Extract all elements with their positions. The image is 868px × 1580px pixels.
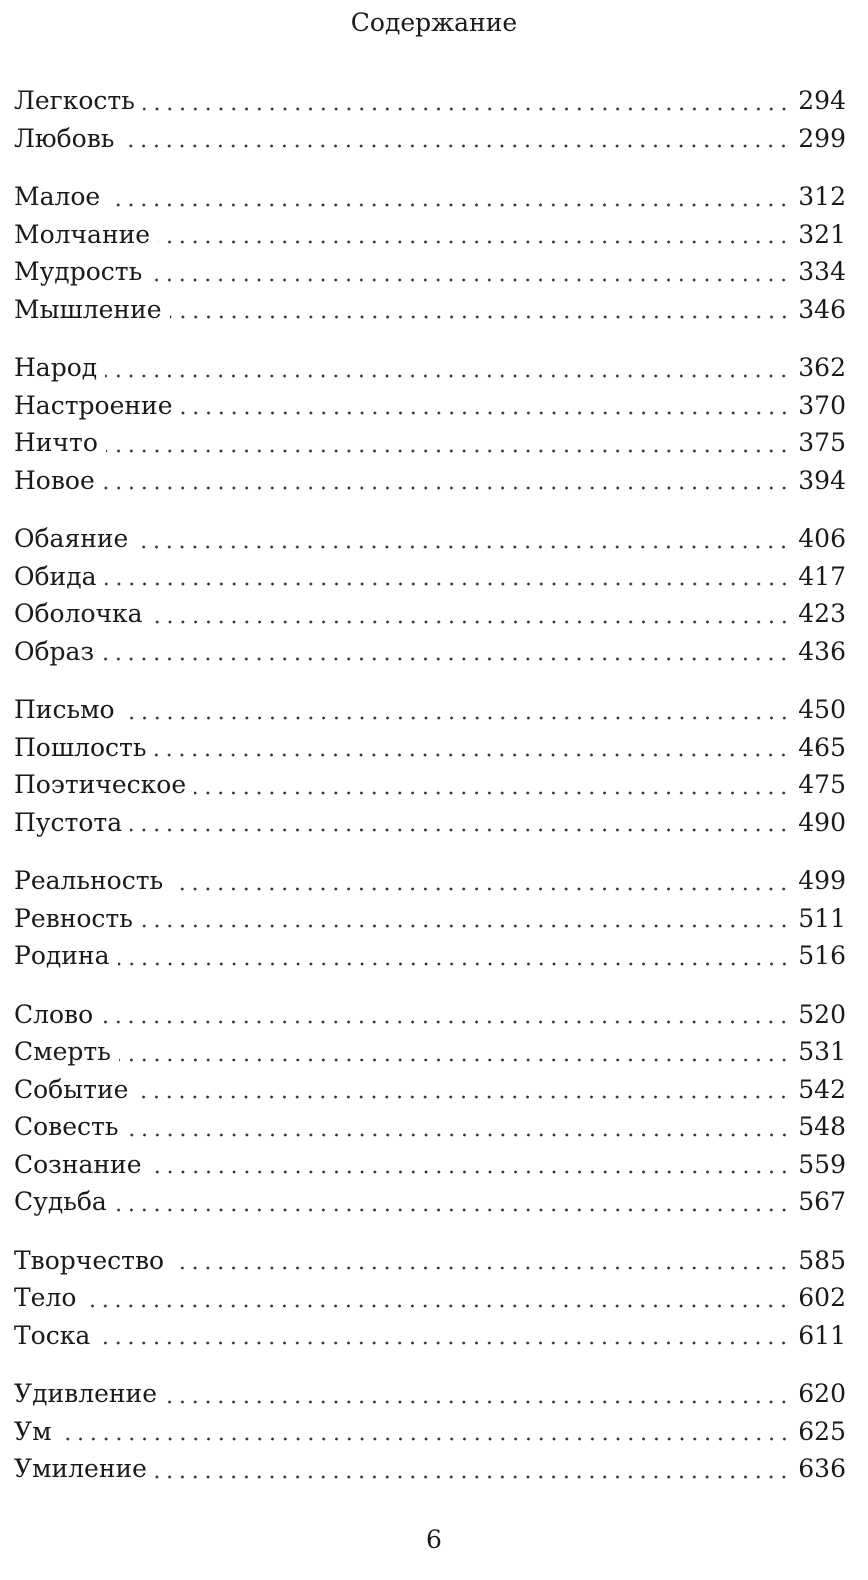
toc-entry-page-number: 362 <box>798 353 846 382</box>
toc-entry[interactable] <box>14 178 846 216</box>
toc-entry[interactable] <box>14 558 846 596</box>
toc-entry-page-number: 531 <box>798 1037 846 1066</box>
toc-entry-title: Ревность <box>14 903 133 933</box>
dot-leader <box>154 753 790 757</box>
toc-entry-page-number: 450 <box>798 695 846 724</box>
toc-entry-title: Народ <box>14 353 98 382</box>
toc-group <box>14 520 846 670</box>
toc-entry[interactable] <box>14 1108 846 1146</box>
dot-leader <box>194 791 790 795</box>
toc-entry[interactable] <box>14 216 846 254</box>
dot-leader <box>122 144 790 148</box>
dot-leader <box>60 1437 791 1441</box>
dot-leader <box>105 582 791 586</box>
toc-entry-page-number: 312 <box>798 182 846 211</box>
toc-entry-page-number: 620 <box>798 1379 846 1408</box>
toc-entry[interactable] <box>14 291 846 329</box>
toc-entry-page-number: 370 <box>798 390 846 420</box>
toc-entry-title: Обида <box>14 561 97 591</box>
toc-entry-page-number: 511 <box>798 903 846 933</box>
toc-entry-page-number: 611 <box>798 1320 846 1350</box>
toc-entry-page-number: 375 <box>798 428 846 457</box>
dot-leader <box>141 924 790 928</box>
toc-entry[interactable] <box>14 349 846 387</box>
toc-entry[interactable] <box>14 595 846 633</box>
toc-entry-title: Пошлость <box>14 732 147 762</box>
dot-leader <box>170 315 791 319</box>
dot-leader <box>172 1266 790 1270</box>
dot-leader <box>165 1400 790 1404</box>
dot-leader <box>84 1304 790 1308</box>
page-number: 6 <box>426 1525 442 1554</box>
toc-group <box>14 862 846 975</box>
toc-entry-page-number: 602 <box>798 1283 846 1312</box>
toc-entry[interactable] <box>14 996 846 1034</box>
toc-entry[interactable] <box>14 900 846 938</box>
toc-entry-page-number: 406 <box>798 524 846 553</box>
toc-entry[interactable] <box>14 253 846 291</box>
toc-entry[interactable] <box>14 1071 846 1109</box>
toc-entry[interactable] <box>14 766 846 804</box>
toc-entry[interactable] <box>14 82 846 120</box>
dot-leader <box>171 887 790 891</box>
toc-entry-title: Образ <box>14 636 95 666</box>
dot-leader <box>130 828 790 832</box>
toc-entry-page-number: 394 <box>798 465 846 495</box>
toc-entry[interactable] <box>14 729 846 767</box>
dot-leader <box>181 411 791 415</box>
dot-leader <box>105 374 790 378</box>
toc-group <box>14 1375 846 1488</box>
toc-entry-title: Событие <box>14 1074 129 1104</box>
toc-entry-title: Оболочка <box>14 599 143 628</box>
toc-group <box>14 178 846 328</box>
table-of-contents <box>14 82 846 1509</box>
toc-entry-page-number: 294 <box>798 86 846 115</box>
toc-entry[interactable] <box>14 1413 846 1451</box>
toc-entry-title: Удивление <box>14 1379 157 1408</box>
toc-entry-title: Письмо <box>14 695 115 724</box>
toc-entry-title: Смерть <box>14 1037 111 1066</box>
dot-leader <box>103 486 791 490</box>
dot-leader <box>101 1020 790 1024</box>
toc-entry[interactable] <box>14 691 846 729</box>
toc-entry-page-number: 417 <box>798 561 846 591</box>
dot-leader <box>143 107 790 111</box>
toc-entry-title: Мудрость <box>14 257 143 286</box>
toc-entry[interactable] <box>14 387 846 425</box>
toc-entry-title: Тело <box>14 1283 77 1312</box>
toc-entry-title: Судьба <box>14 1187 107 1216</box>
dot-leader <box>115 1208 790 1212</box>
toc-entry-title: Умиление <box>14 1454 147 1483</box>
dot-leader <box>158 240 790 244</box>
toc-entry-page-number: 465 <box>798 732 846 762</box>
toc-entry[interactable] <box>14 1033 846 1071</box>
toc-entry-page-number: 334 <box>798 257 846 286</box>
toc-entry[interactable] <box>14 804 846 842</box>
dot-leader <box>136 545 790 549</box>
toc-group <box>14 996 846 1221</box>
toc-entry-title: Настроение <box>14 390 173 420</box>
toc-entry-title: Родина <box>14 941 110 970</box>
toc-entry-page-number: 423 <box>798 599 846 628</box>
dot-leader <box>136 1095 790 1099</box>
toc-entry-page-number: 625 <box>798 1416 846 1446</box>
toc-entry-title: Реальность <box>14 866 164 895</box>
toc-entry[interactable] <box>14 937 846 975</box>
toc-entry[interactable] <box>14 520 846 558</box>
toc-entry-title: Слово <box>14 999 94 1029</box>
toc-group <box>14 349 846 499</box>
toc-entry-page-number: 516 <box>798 941 846 970</box>
toc-entry-title: Молчание <box>14 219 151 249</box>
dot-leader <box>123 716 791 720</box>
toc-entry-page-number: 321 <box>798 219 846 249</box>
toc-entry-title: Новое <box>14 465 95 495</box>
dot-leader <box>119 1058 790 1062</box>
dot-leader <box>118 962 791 966</box>
toc-group <box>14 82 846 157</box>
toc-entry-page-number: 585 <box>798 1245 846 1275</box>
toc-entry[interactable] <box>14 1375 846 1413</box>
toc-entry-title: Сознание <box>14 1149 142 1179</box>
toc-entry[interactable] <box>14 1183 846 1221</box>
toc-entry-page-number: 299 <box>798 123 846 153</box>
toc-entry[interactable] <box>14 1317 846 1355</box>
toc-entry-title: Тоска <box>14 1320 91 1350</box>
toc-entry[interactable] <box>14 1146 846 1184</box>
dot-leader <box>98 1341 790 1345</box>
toc-entry[interactable] <box>14 1450 846 1488</box>
toc-entry-page-number: 567 <box>798 1187 846 1216</box>
dot-leader <box>106 449 790 453</box>
toc-entry[interactable] <box>14 1279 846 1317</box>
toc-entry-title: Мышление <box>14 294 162 324</box>
dot-leader <box>108 203 790 207</box>
toc-entry-page-number: 490 <box>798 807 846 837</box>
toc-group <box>14 691 846 841</box>
dot-leader <box>127 1133 791 1137</box>
toc-entry-title: Ничто <box>14 428 98 457</box>
dot-leader <box>102 657 790 661</box>
toc-entry-page-number: 499 <box>798 866 846 895</box>
toc-entry[interactable] <box>14 462 846 500</box>
toc-entry-title: Легкость <box>14 86 135 115</box>
toc-entry[interactable] <box>14 862 846 900</box>
toc-entry-title: Творчество <box>14 1245 165 1275</box>
toc-entry-page-number: 346 <box>798 294 846 324</box>
toc-entry[interactable] <box>14 633 846 671</box>
toc-entry[interactable] <box>14 1242 846 1280</box>
toc-entry-page-number: 548 <box>798 1112 846 1141</box>
toc-entry-page-number: 559 <box>798 1149 846 1179</box>
dot-leader <box>150 278 790 282</box>
toc-entry-title: Обаяние <box>14 524 129 553</box>
toc-entry-page-number: 636 <box>798 1454 846 1483</box>
dot-leader <box>155 1475 790 1479</box>
toc-entry-title: Пустота <box>14 807 123 837</box>
toc-entry[interactable] <box>14 424 846 462</box>
toc-entry-page-number: 475 <box>798 770 846 799</box>
running-head: Содержание <box>350 8 518 37</box>
dot-leader <box>150 1170 791 1174</box>
toc-entry[interactable] <box>14 120 846 158</box>
toc-entry-title: Поэтическое <box>14 770 187 799</box>
toc-entry-page-number: 436 <box>798 636 846 666</box>
toc-entry-title: Малое <box>14 182 101 211</box>
toc-entry-page-number: 520 <box>798 999 846 1029</box>
dot-leader <box>151 620 791 624</box>
toc-entry-page-number: 542 <box>798 1074 846 1104</box>
toc-entry-title: Ум <box>14 1416 52 1446</box>
toc-entry-title: Совесть <box>14 1112 119 1141</box>
toc-group <box>14 1242 846 1355</box>
toc-entry-title: Любовь <box>14 123 115 153</box>
